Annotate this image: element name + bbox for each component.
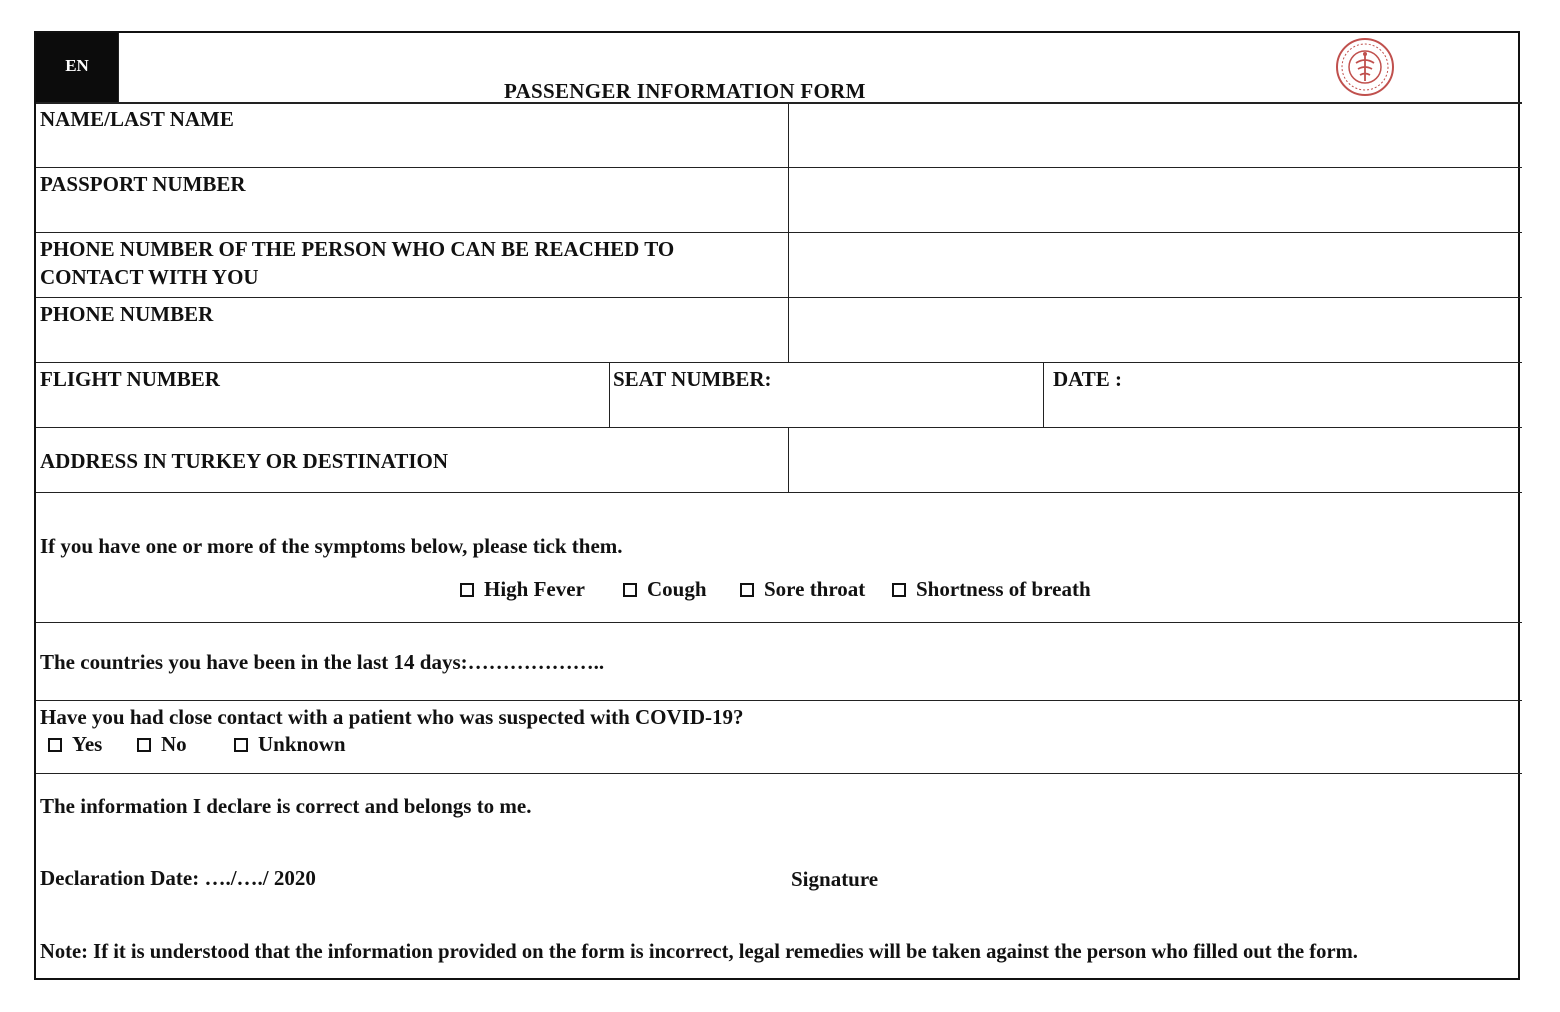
signature-label: Signature (791, 867, 879, 891)
checkbox[interactable] (740, 583, 754, 597)
form-title: PASSENGER INFORMATION FORM (504, 79, 866, 103)
covid-contact-question: Have you had close contact with a patient who was suspected with COVID-19? (40, 705, 744, 729)
name-label: NAME/LAST NAME (40, 107, 234, 131)
checkbox[interactable] (234, 738, 248, 752)
row-divider (36, 700, 1522, 701)
checkbox[interactable] (137, 738, 151, 752)
row-divider (36, 773, 1522, 774)
symptom-option-sore-throat[interactable]: Sore throat (740, 576, 865, 602)
date-input[interactable] (1136, 363, 1520, 427)
address-input[interactable] (790, 428, 1520, 492)
address-label: ADDRESS IN TURKEY OR DESTINATION (40, 449, 449, 473)
date-label: DATE : (1053, 367, 1123, 391)
symptom-option-high-fever[interactable]: High Fever (460, 576, 585, 602)
language-badge: EN (36, 33, 118, 103)
checkbox[interactable] (623, 583, 637, 597)
checkbox[interactable] (48, 738, 62, 752)
symptoms-prompt: If you have one or more of the symptoms below, please tick them. (40, 534, 623, 558)
legal-note: Note: If it is understood that the information provided on the form is incorrect, legal remedies will be taken against the person who filled out the form. (40, 941, 1358, 963)
seat-number-input[interactable] (611, 393, 1042, 427)
passport-label: PASSPORT NUMBER (40, 172, 246, 196)
column-divider (1043, 362, 1044, 427)
symptom-option-shortness-of-breath[interactable]: Shortness of breath (892, 576, 1091, 602)
row-divider (36, 492, 1522, 493)
seat-number-label: SEAT NUMBER: (613, 367, 772, 391)
flight-number-label: FLIGHT NUMBER (40, 367, 220, 391)
phone-label: PHONE NUMBER (40, 302, 214, 326)
covid-option-no[interactable]: No (137, 731, 187, 757)
ministry-of-health-seal-icon (1332, 37, 1398, 97)
column-divider (788, 427, 789, 492)
passport-input[interactable] (790, 168, 1520, 232)
declaration-date-label: Declaration Date: …./…./ 2020 (40, 866, 316, 890)
column-divider (118, 33, 119, 102)
covid-option-unknown[interactable]: Unknown (234, 731, 346, 757)
emergency-phone-input[interactable] (790, 233, 1520, 297)
name-input[interactable] (790, 103, 1520, 167)
emergency-phone-label: PHONE NUMBER OF THE PERSON WHO CAN BE REACHED TO CONTACT WITH YOU (40, 237, 675, 289)
flight-number-input[interactable] (36, 393, 608, 427)
column-divider (609, 362, 610, 427)
phone-input[interactable] (790, 298, 1520, 362)
column-divider (788, 102, 789, 362)
symptom-option-cough[interactable]: Cough (623, 576, 707, 602)
checkbox[interactable] (892, 583, 906, 597)
checkbox[interactable] (460, 583, 474, 597)
row-divider (36, 622, 1522, 623)
passenger-information-form (34, 31, 1520, 980)
declaration-statement: The information I declare is correct and belongs to me. (40, 794, 532, 818)
covid-option-yes[interactable]: Yes (48, 731, 102, 757)
countries-label: The countries you have been in the last 14 days:……………….. (40, 650, 605, 674)
